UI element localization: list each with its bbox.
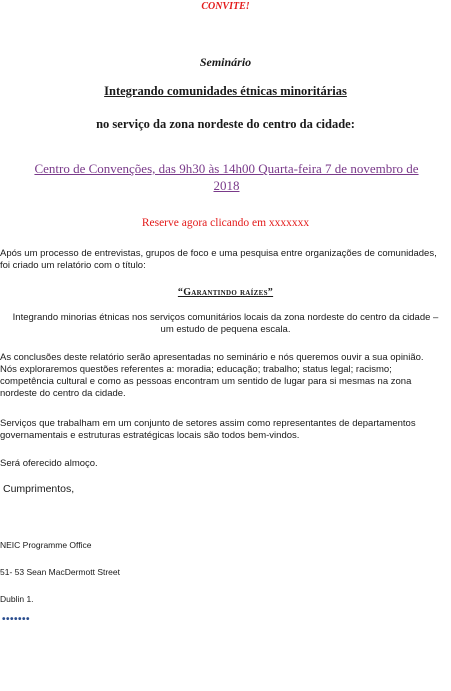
conclusions-line3: competência cultural e como as pessoas encontram um sentido de lugar para si mesmas na zona — [0, 376, 412, 387]
subtitle-line1: Integrando minorias étnicas nos serviços comunitários locais da zona nordeste do centro da cidade – — [12, 312, 439, 323]
venue-date-link[interactable] — [2, 160, 451, 194]
lunch-note: Será oferecido almoço. — [0, 458, 98, 469]
signature-street: 51- 53 Sean MacDermott Street — [0, 567, 121, 577]
intro-line2: foi criado um relatório com o título: — [0, 260, 146, 271]
intro-line1: Após um processo de entrevistas, grupos de foco e uma pesquisa entre organizações de comunidades, — [0, 248, 437, 259]
reserve-link[interactable]: Reserve agora clicando em xxxxxxx — [141, 217, 310, 229]
closing-greeting: Cumprimentos, — [3, 483, 75, 495]
venue-line2: 2018 — [213, 178, 240, 193]
seminario-heading: Seminário — [199, 55, 252, 69]
seminar-title-line1: Integrando comunidades étnicas minoritárias — [104, 84, 347, 98]
venue-line1: Centro de Convenções, das 9h30 às 14h00 Quarta-feira 7 de novembro de — [34, 161, 419, 176]
services-line2: governamentais e estruturas estratégicas locais são todos bem-vindos. — [0, 430, 300, 441]
conclusions-line2: Nós exploraremos questões referentes a: moradia; educação; trabalho; status legal; racismo; — [0, 364, 392, 375]
conclusions-paragraph — [0, 352, 451, 400]
report-subtitle — [0, 312, 451, 336]
subtitle-line2: um estudo de pequena escala. — [160, 324, 291, 335]
conclusions-line4: nordeste do centro da cidade. — [0, 388, 126, 399]
report-title: “Garantindo raízes” — [177, 287, 274, 298]
convite-heading: CONVITE! — [201, 1, 250, 12]
services-line1: Serviços que trabalham em um conjunto de setores assim como representantes de departamentos — [0, 418, 416, 429]
conclusions-line1: As conclusões deste relatório serão apresentadas no seminário e nós queremos ouvir a sua opinião. — [0, 352, 424, 363]
seminar-title-line2: no serviço da zona nordeste do centro da cidade: — [96, 117, 355, 131]
signature-city: Dublin 1. — [0, 594, 34, 604]
signature-office: NEIC Programme Office — [0, 540, 92, 550]
intro-paragraph — [0, 248, 451, 272]
decorative-dots: ••••••• — [2, 614, 31, 625]
services-paragraph — [0, 418, 451, 442]
